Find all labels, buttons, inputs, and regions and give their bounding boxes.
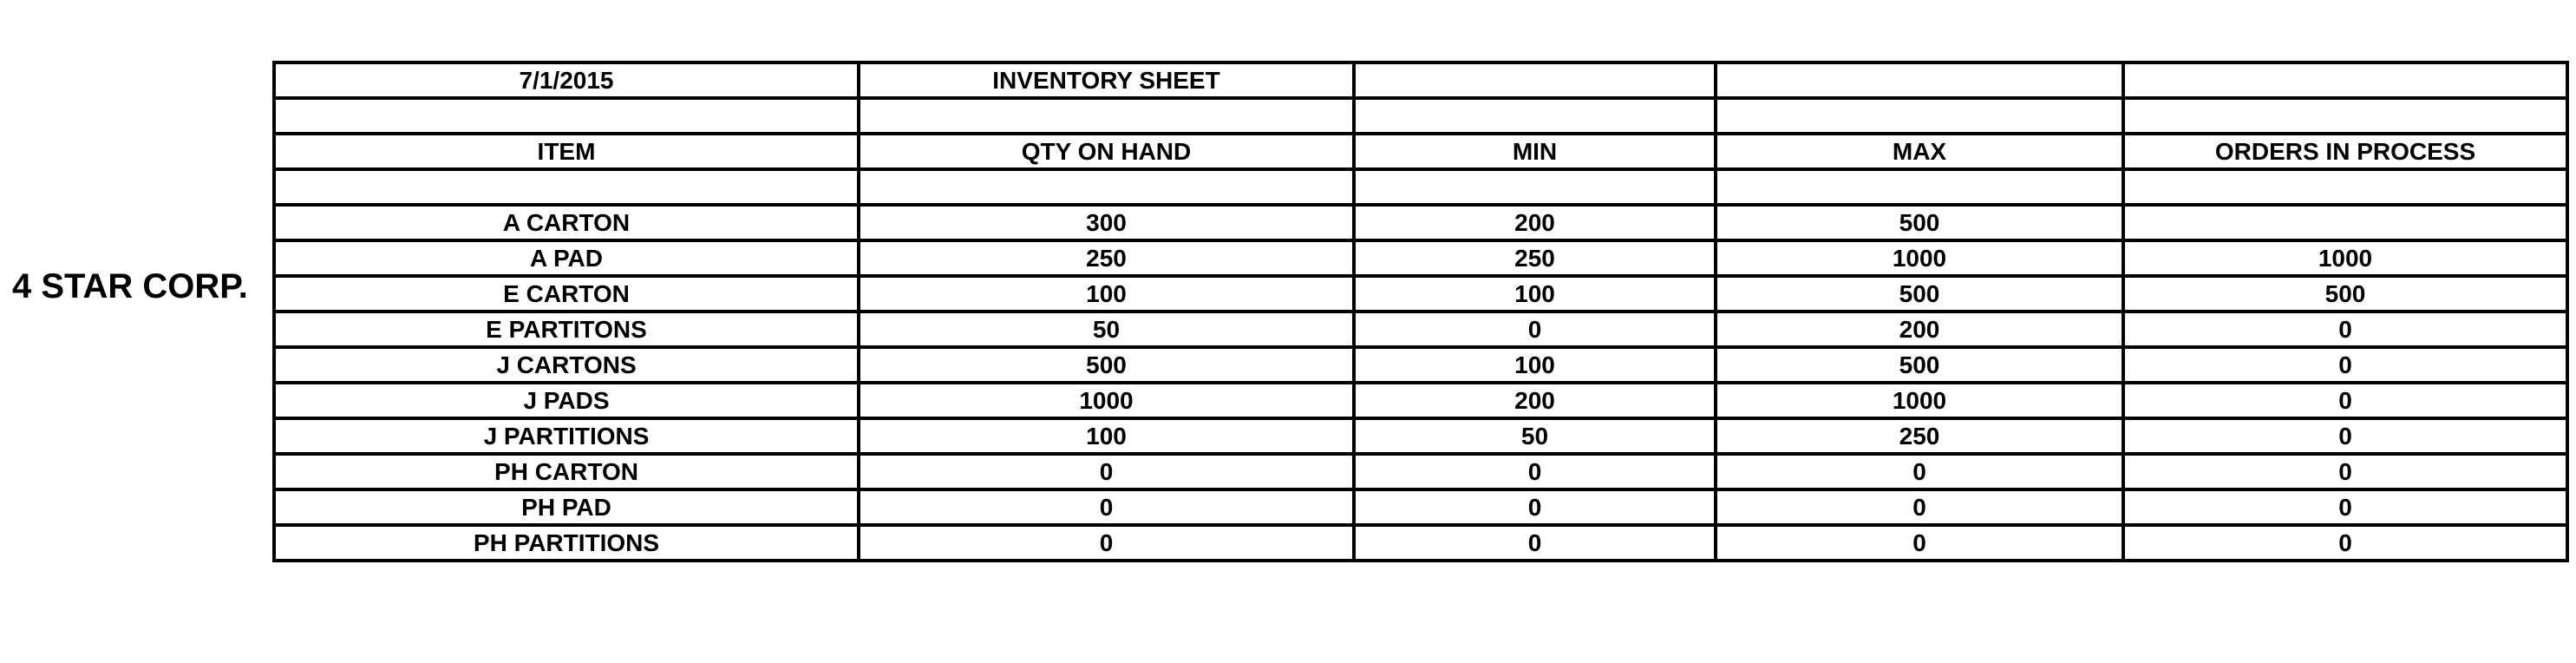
sheet-date: 7/1/2015	[274, 62, 859, 98]
max-cell: 0	[1716, 489, 2123, 525]
max-cell: 250	[1716, 418, 2123, 454]
item-cell: J CARTONS	[274, 347, 859, 383]
header-row	[274, 134, 2567, 169]
min-cell: 0	[1354, 489, 1716, 525]
qty-cell: 0	[859, 489, 1354, 525]
column-header-orders-in-process: ORDERS IN PROCESS	[2123, 134, 2567, 169]
qty-cell: 500	[859, 347, 1354, 383]
orders-cell: 1000	[2123, 240, 2567, 276]
table-row	[274, 347, 2567, 383]
blank-row	[274, 169, 2567, 205]
qty-cell: 100	[859, 276, 1354, 312]
table-row	[274, 276, 2567, 312]
min-cell: 200	[1354, 383, 1716, 418]
min-cell: 0	[1354, 525, 1716, 561]
orders-cell: 0	[2123, 489, 2567, 525]
item-cell: J PADS	[274, 383, 859, 418]
empty-cell	[859, 98, 1354, 134]
item-cell: A PAD	[274, 240, 859, 276]
min-cell: 100	[1354, 276, 1716, 312]
min-cell: 50	[1354, 418, 1716, 454]
company-name: 4 STAR CORP.	[12, 267, 248, 305]
title-row	[274, 62, 2567, 98]
column-header-qty-on-hand: QTY ON HAND	[859, 134, 1354, 169]
orders-cell: 0	[2123, 347, 2567, 383]
item-cell: PH PAD	[274, 489, 859, 525]
item-cell: E PARTITONS	[274, 312, 859, 347]
table-row	[274, 240, 2567, 276]
qty-cell: 100	[859, 418, 1354, 454]
table-row	[274, 454, 2567, 489]
orders-cell: 0	[2123, 454, 2567, 489]
max-cell: 1000	[1716, 240, 2123, 276]
table-row	[274, 418, 2567, 454]
empty-cell	[2123, 169, 2567, 205]
item-cell: PH CARTON	[274, 454, 859, 489]
orders-cell	[2123, 205, 2567, 240]
blank-row	[274, 98, 2567, 134]
orders-cell: 0	[2123, 418, 2567, 454]
min-cell: 0	[1354, 312, 1716, 347]
title-cell	[1716, 62, 2123, 98]
qty-cell: 300	[859, 205, 1354, 240]
item-cell: J PARTITIONS	[274, 418, 859, 454]
max-cell: 0	[1716, 525, 2123, 561]
qty-cell: 250	[859, 240, 1354, 276]
empty-cell	[274, 98, 859, 134]
min-cell: 200	[1354, 205, 1716, 240]
item-cell: E CARTON	[274, 276, 859, 312]
orders-cell: 0	[2123, 312, 2567, 347]
max-cell: 200	[1716, 312, 2123, 347]
table-row	[274, 205, 2567, 240]
title-cell	[1354, 62, 1716, 98]
orders-cell: 0	[2123, 525, 2567, 561]
sheet-title: INVENTORY SHEET	[859, 62, 1354, 98]
empty-cell	[1716, 98, 2123, 134]
min-cell: 250	[1354, 240, 1716, 276]
table-row	[274, 383, 2567, 418]
max-cell: 500	[1716, 205, 2123, 240]
max-cell: 1000	[1716, 383, 2123, 418]
max-cell: 500	[1716, 347, 2123, 383]
qty-cell: 0	[859, 525, 1354, 561]
item-cell: A CARTON	[274, 205, 859, 240]
table-row	[274, 312, 2567, 347]
item-cell: PH PARTITIONS	[274, 525, 859, 561]
table-row	[274, 525, 2567, 561]
empty-cell	[2123, 98, 2567, 134]
column-header-max: MAX	[1716, 134, 2123, 169]
table-row	[274, 489, 2567, 525]
max-cell: 500	[1716, 276, 2123, 312]
orders-cell: 0	[2123, 383, 2567, 418]
qty-cell: 1000	[859, 383, 1354, 418]
column-header-item: ITEM	[274, 134, 859, 169]
title-cell	[2123, 62, 2567, 98]
empty-cell	[274, 169, 859, 205]
max-cell: 0	[1716, 454, 2123, 489]
empty-cell	[1354, 169, 1716, 205]
column-header-min: MIN	[1354, 134, 1716, 169]
inventory-table	[272, 61, 2569, 562]
qty-cell: 50	[859, 312, 1354, 347]
min-cell: 0	[1354, 454, 1716, 489]
orders-cell: 500	[2123, 276, 2567, 312]
empty-cell	[859, 169, 1354, 205]
empty-cell	[1716, 169, 2123, 205]
min-cell: 100	[1354, 347, 1716, 383]
empty-cell	[1354, 98, 1716, 134]
qty-cell: 0	[859, 454, 1354, 489]
